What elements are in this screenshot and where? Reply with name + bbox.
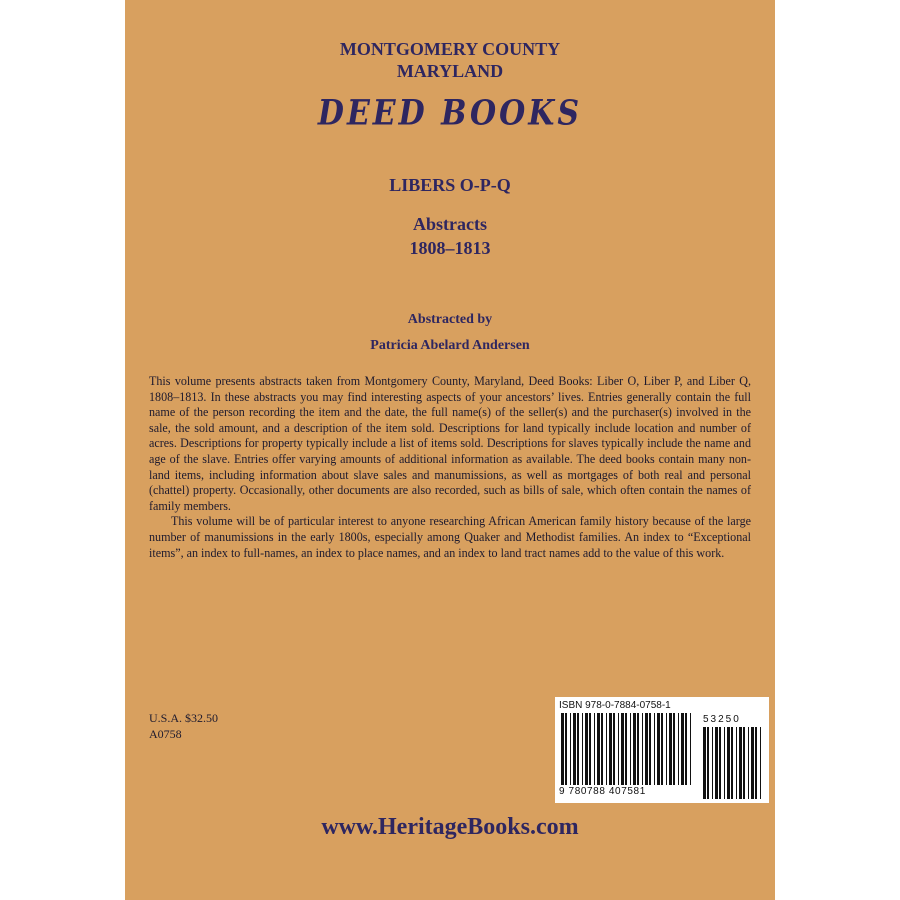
- barcode-bar: [685, 713, 687, 785]
- price: U.S.A. $32.50: [149, 711, 219, 725]
- barcode-bar: [715, 727, 718, 799]
- barcode-bar: [751, 727, 754, 799]
- description-paragraph: This volume will be of particular interest to anyone researching African American family history because of the large number of manumissions in the early 1800s, especially among Quaker and Methodist families. An index to “Exceptional items”, an index to full-names, an index to place names, and an index to land tract names add to the value of this work.: [149, 514, 751, 560]
- barcode-bar: [678, 713, 679, 785]
- barcode-bar: [589, 713, 591, 785]
- abstracted-by-label: Abstracted by: [407, 312, 493, 327]
- barcode-bar: [666, 713, 667, 785]
- barcode-bar: [719, 727, 721, 799]
- barcode-bar: [690, 713, 691, 785]
- barcode-bar: [582, 713, 583, 785]
- barcode-addon-digits: 53250: [703, 714, 741, 725]
- barcode-bar: [573, 713, 576, 785]
- barcode-bar: [597, 713, 600, 785]
- barcode-bar: [625, 713, 627, 785]
- barcode-bar: [724, 727, 725, 799]
- barcode-bar: [565, 713, 567, 785]
- barcode-bar: [633, 713, 636, 785]
- state-line: MARYLAND: [396, 61, 504, 81]
- barcode-bar: [606, 713, 607, 785]
- barcode-bar: [621, 713, 624, 785]
- description-paragraph: This volume presents abstracts taken from Montgomery County, Maryland, Deed Books: Liber O, Liber P, and Liber Q, 1808–1813. In these abstracts you may find interesting aspects of your ancestors’ lives. Entries generally contain the full name of the person recording the item and the date, the full name(s) of the seller(s) and the purchaser(s) involved in the sale, the sold amount, and a description of the item sold. Descriptions for land typically include location and number of acres. Descriptions for property typically include a list of items sold. Descriptions for slaves typically include the name and age of the slave. Entries offer varying amounts of additional information as available. The deed books contain many non-land items, including information about slave sales and manumissions, as well as mortgages of both real and personal (chattel) property. Occasionally, other documents are also recorded, such as bills of sale, which often contain the names of family members.: [149, 374, 751, 513]
- barcode-bar: [577, 713, 579, 785]
- barcode-bar: [755, 727, 757, 799]
- barcode-bar: [661, 713, 663, 785]
- price-block: [149, 710, 218, 742]
- barcode-bar: [673, 713, 675, 785]
- barcode-bar: [649, 713, 651, 785]
- barcode-bar: [743, 727, 745, 799]
- barcode-bar: [601, 713, 603, 785]
- barcode-bar: [594, 713, 595, 785]
- book-back-cover: [125, 0, 775, 900]
- isbn-label: ISBN 978-0-7884-0758-1: [559, 700, 671, 711]
- barcode-bar: [618, 713, 619, 785]
- author-name: Patricia Abelard Andersen: [370, 338, 530, 353]
- barcode-bar: [570, 713, 571, 785]
- year-range: 1808–1813: [409, 238, 491, 258]
- barcode-bar: [637, 713, 639, 785]
- barcode-bar: [642, 713, 643, 785]
- barcode-bar: [669, 713, 672, 785]
- libers-title: LIBERS O-P-Q: [389, 175, 511, 195]
- barcode-bar: [657, 713, 660, 785]
- series-title: DEED BOOKS: [317, 93, 583, 134]
- isbn-barcode: [555, 697, 769, 803]
- barcode-bar: [748, 727, 749, 799]
- website-link[interactable]: www.HeritageBooks.com: [321, 814, 579, 840]
- barcode-bar: [645, 713, 648, 785]
- subtitle: [125, 212, 775, 260]
- barcode-bar: [760, 727, 761, 799]
- county-line: MONTGOMERY COUNTY: [339, 39, 561, 59]
- product-code: A0758: [149, 727, 182, 741]
- barcode-bar: [731, 727, 733, 799]
- barcode-bar: [703, 727, 706, 799]
- title-county: [125, 38, 775, 82]
- barcode-bar: [609, 713, 612, 785]
- barcode-bar: [561, 713, 564, 785]
- barcode-bar: [739, 727, 742, 799]
- abstracts-label: Abstracts: [413, 214, 487, 234]
- barcode-bar: [681, 713, 684, 785]
- barcode-bar: [712, 727, 713, 799]
- barcode-bar: [613, 713, 615, 785]
- barcode-bar: [727, 727, 730, 799]
- barcode-bar: [654, 713, 655, 785]
- barcode-bar: [736, 727, 737, 799]
- barcode-bar: [707, 727, 709, 799]
- barcode-digits: 9 780788 407581: [559, 786, 646, 797]
- barcode-bar: [630, 713, 631, 785]
- barcode-bar: [585, 713, 588, 785]
- description: [149, 374, 751, 561]
